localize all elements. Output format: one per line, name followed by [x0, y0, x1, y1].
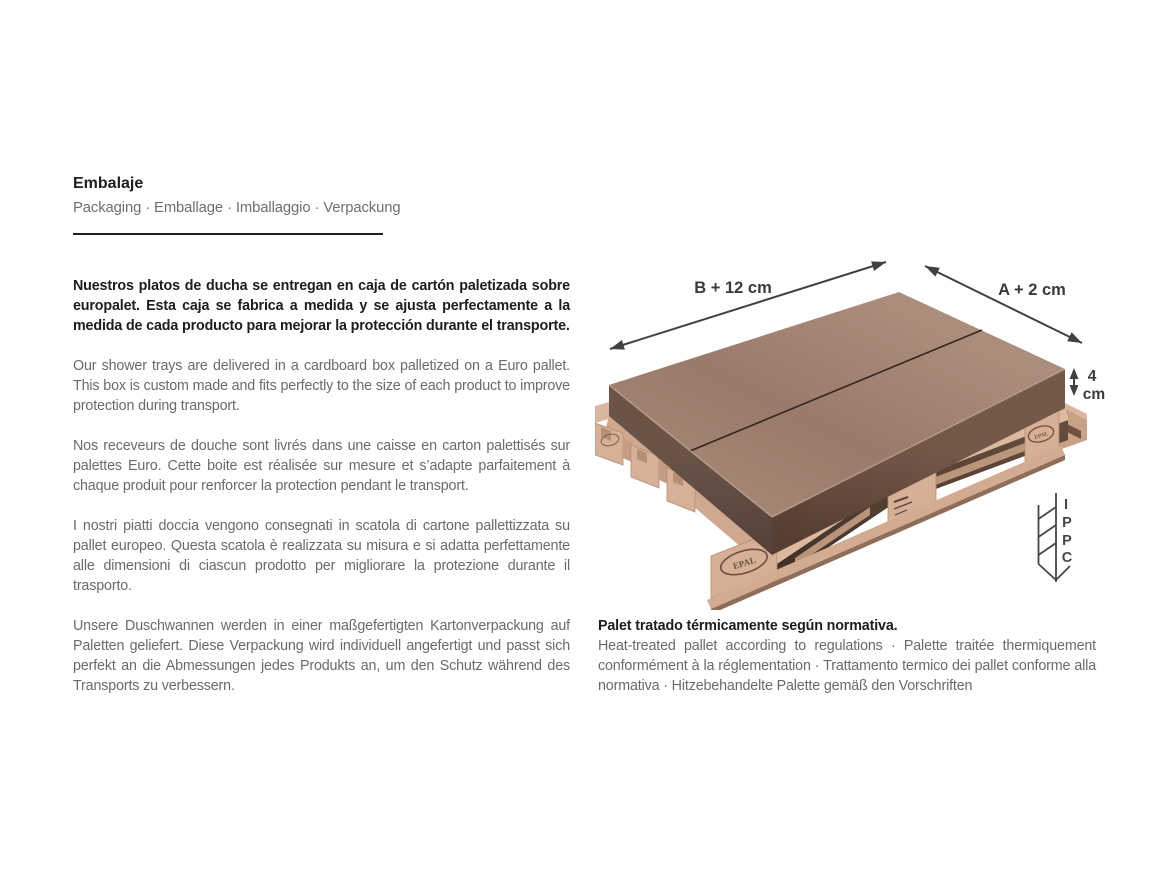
ippc-letter: P [1062, 533, 1072, 549]
ippc-letter: I [1063, 497, 1069, 513]
length-label: B + 12 cm [694, 279, 772, 297]
arrowhead [610, 340, 625, 350]
arrowhead [925, 266, 940, 277]
arrowhead [1070, 385, 1079, 396]
paragraph-german: Unsere Duschwannen werden in einer maßgefertigten Kartonverpackung auf Paletten geliefert. Diese Verpackung wird individuell angefertigt und passt sich perfekt an die Abmessungen jedes Produkts an, um den Schutz während des Transports zu verbessern. [73, 618, 570, 694]
packaging-header [73, 175, 570, 235]
intro-text-block [73, 276, 570, 716]
arrowhead [1067, 332, 1082, 343]
ippc-letter: C [1061, 550, 1073, 566]
header-divider [73, 233, 383, 235]
paragraph-spanish: Nuestros platos de ducha se entregan en caja de cartón paletizada sobre europalet. Esta caja se fabrica a medida y se ajusta perfectamente a la medida de cada producto para mejorar la protección durante el transporte. [73, 278, 570, 334]
arrowhead [871, 261, 886, 271]
heat-treatment-note [598, 616, 1096, 696]
page-title: Embalaje [73, 175, 144, 192]
arrowhead [1070, 368, 1079, 379]
cardboard-box [609, 292, 1065, 555]
epal-logo-text: EPAL [1033, 430, 1050, 441]
footnote-translations: Heat-treated pallet according to regulations · Palette traitée thermiquement conformément à la réglementation · Trattamento termico dei pallet conforme alla normativa · Hitzebehandelte Palette gemäß den Vorschriften [598, 638, 1096, 694]
footnote-bold-line: Palet tratado térmicamente según normativa. [598, 618, 898, 634]
dimension-height [1070, 368, 1106, 403]
paragraph-french: Nos receveurs de douche sont livrés dans une caisse en carton palettisés sur palettes Euro. Cette boite est réalisée sur mesure et s’adapte parfaitement à chaque produit pour renforcer la protection pendant le transport. [73, 438, 570, 494]
paragraph-english: Our shower trays are delivered in a cardboard box palletized on a Euro pallet. This box is custom made and fits perfectly to the size of each product to improve protection during transport. [73, 358, 570, 414]
height-value: 4 [1087, 368, 1097, 385]
ippc-letters [1062, 497, 1073, 566]
paragraph-italian: I nostri piatti doccia vengono consegnati in scatola di cartone pallettizzata su pallet europeo. Questa scatola è realizzata su misura e si adatta perfettamente alle dimensioni di ciascun prodotto per migliorare la protezione durante il trasporto. [73, 518, 570, 594]
epal-logo-text: EPAL [731, 554, 757, 572]
page-subtitle: Packaging · Emballage · Imballaggio · Verpackung [73, 200, 401, 216]
width-label: A + 2 cm [998, 281, 1066, 299]
height-unit: cm [1082, 386, 1106, 403]
pallet-illustration [595, 250, 1115, 610]
ippc-letter: P [1062, 515, 1072, 531]
